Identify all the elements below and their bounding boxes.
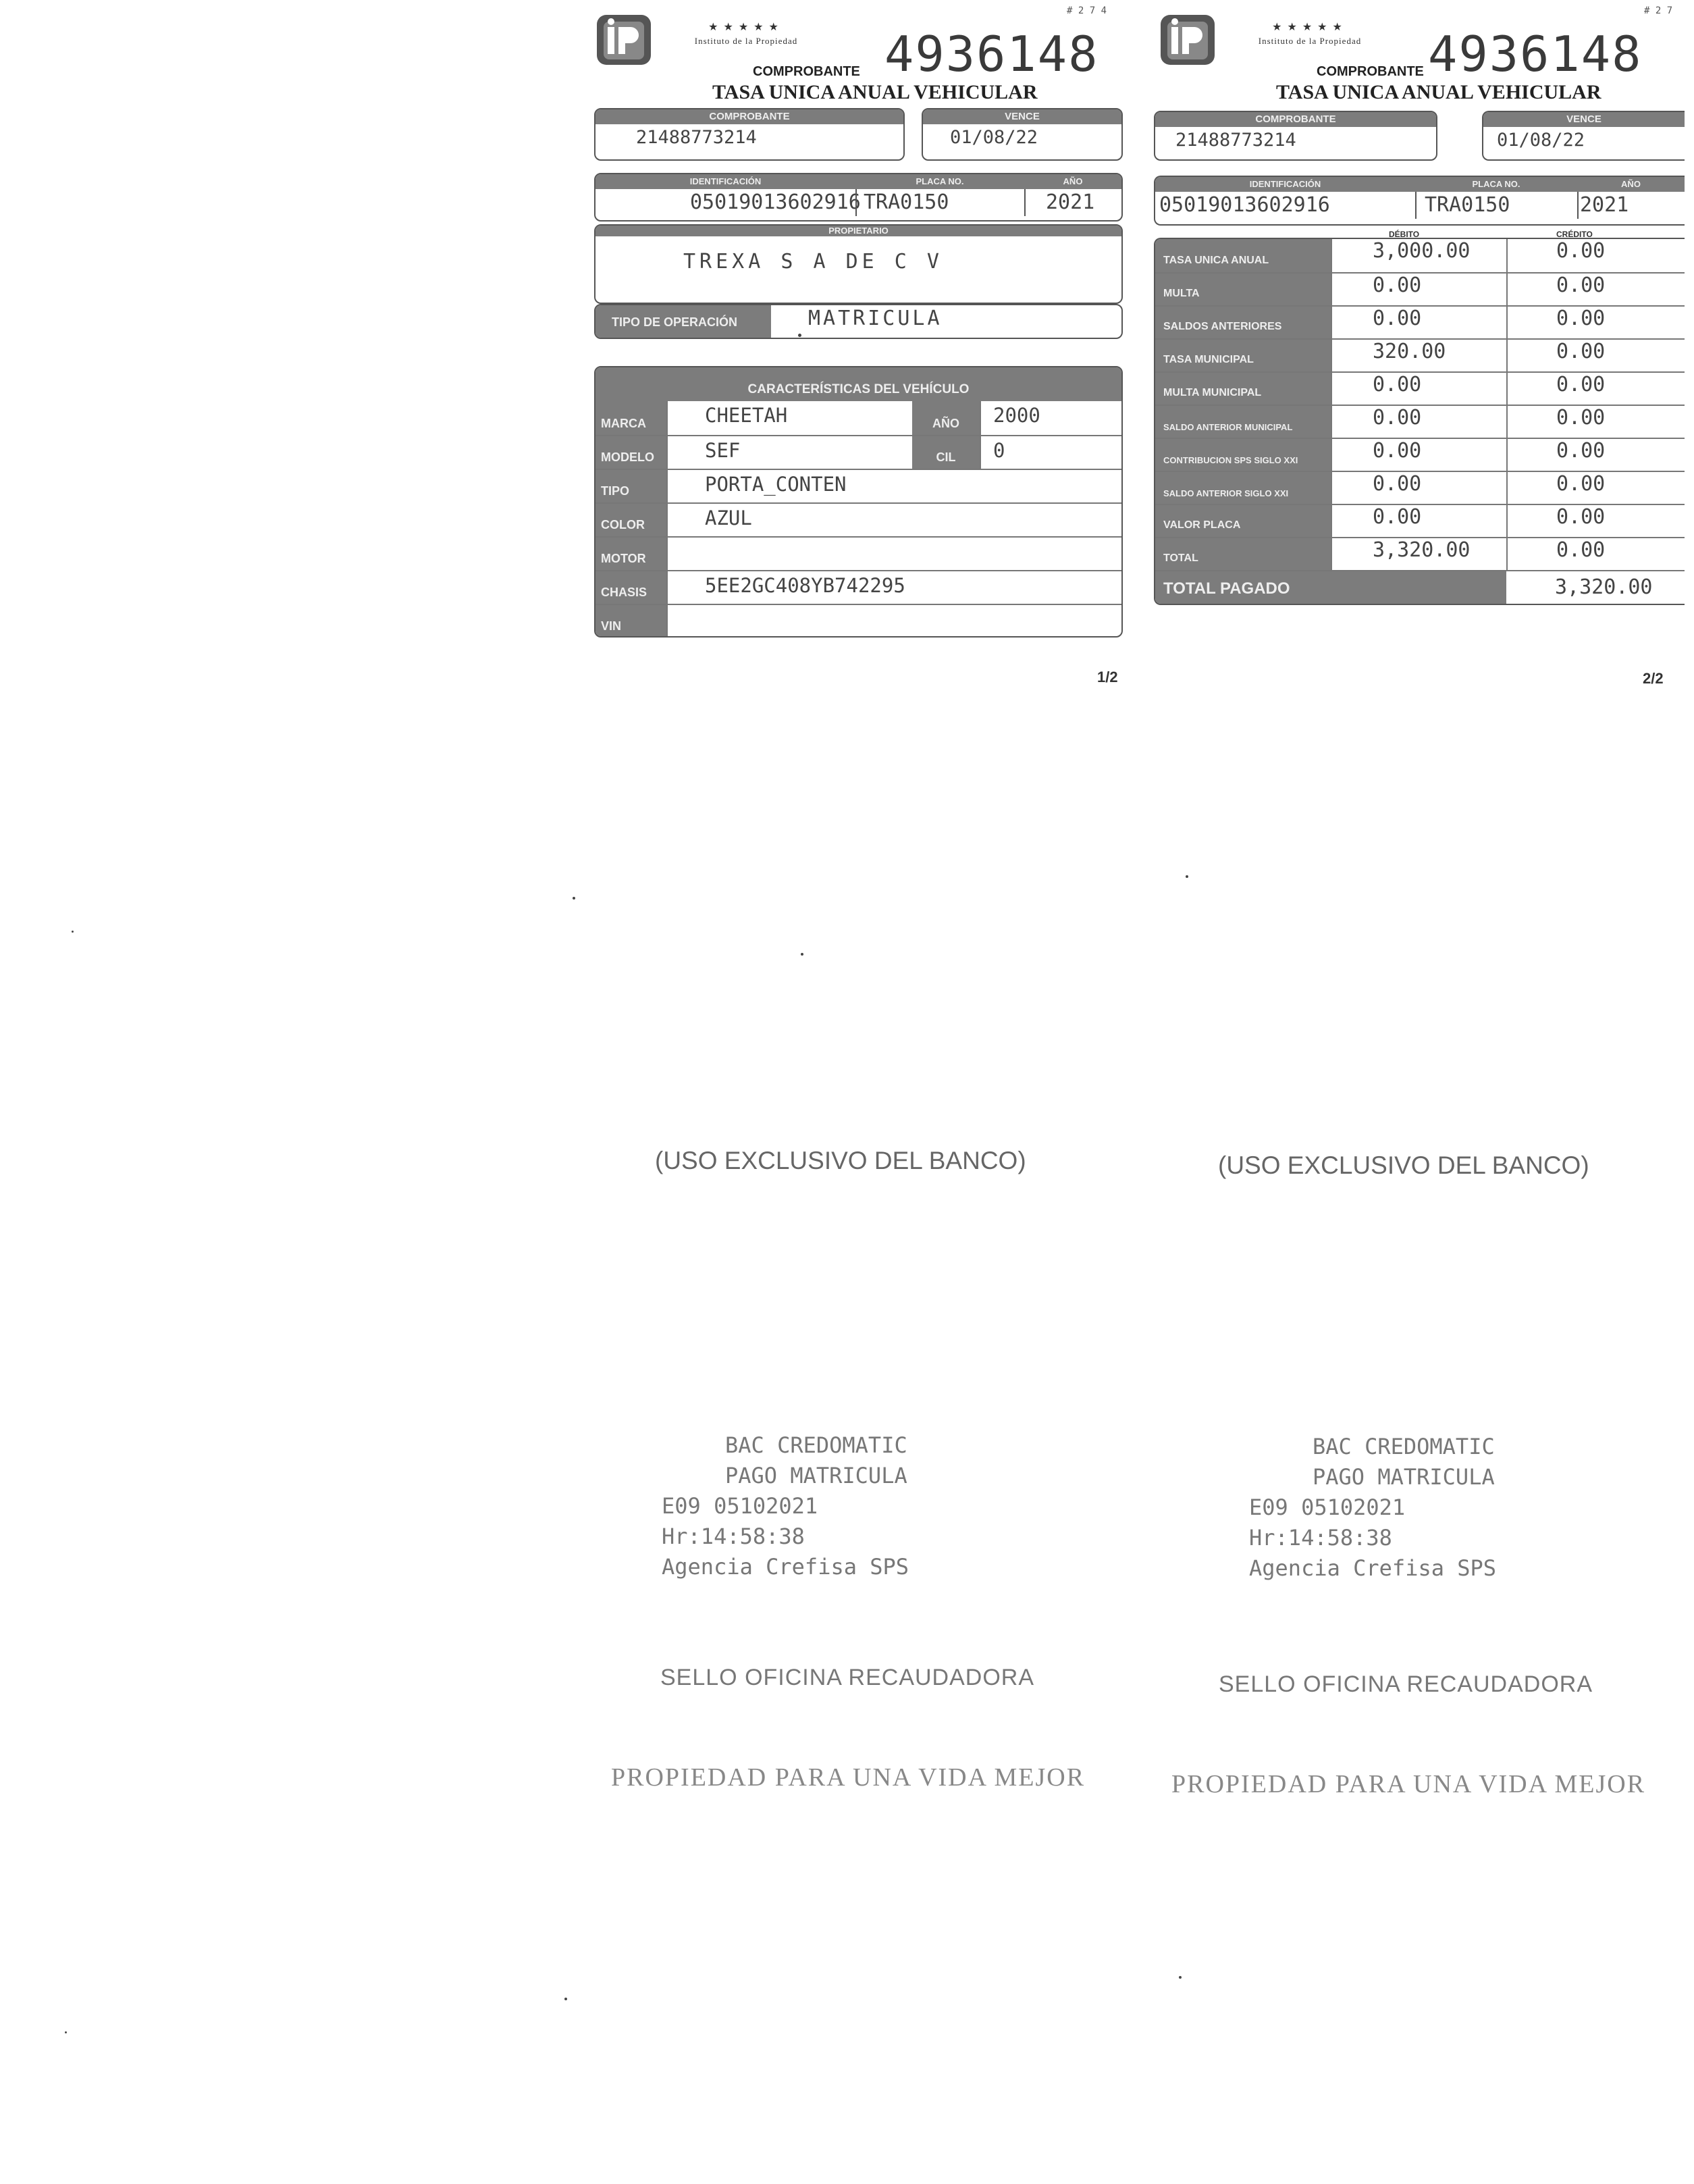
amount-credit: 0.00	[1506, 406, 1685, 438]
identification-box	[1154, 176, 1685, 226]
ident-value: 05019013602916	[690, 190, 861, 214]
color-value: AZUL	[666, 504, 1121, 536]
stamp-line-bank: BAC CREDOMATIC	[1313, 1434, 1495, 1459]
debito-label: DÉBITO	[1389, 230, 1420, 239]
tipo-value: PORTA_CONTEN	[666, 470, 1121, 502]
anio-value: 2021	[1577, 192, 1685, 219]
seal-office-label: SELLO OFICINA RECAUDADORA	[660, 1665, 1035, 1690]
amount-debit: 0.00	[1331, 373, 1506, 405]
scan-speck	[65, 2031, 67, 2033]
comprobante-heading: COMPROBANTE	[1317, 64, 1424, 79]
motor-value	[666, 538, 1121, 570]
amount-credit: 0.00	[1506, 340, 1685, 371]
institution-name: Instituto de la Propiedad	[1258, 36, 1362, 46]
amount-debit: 0.00	[1331, 307, 1506, 338]
receipt-title: TASA UNICA ANUAL VEHICULAR	[1276, 81, 1602, 103]
identification-box	[594, 173, 1123, 222]
institution-block	[675, 20, 817, 47]
vehicle-row-vin	[595, 604, 1121, 638]
color-label: COLOR	[595, 504, 666, 536]
chasis-label: CHASIS	[595, 571, 666, 604]
stamp-line-time: Hr:14:58:38	[1249, 1525, 1392, 1551]
operation-box	[594, 304, 1123, 339]
amount-credit: 0.00	[1506, 307, 1685, 338]
vence-box	[922, 108, 1123, 161]
stamp-line-agency: Agencia Crefisa SPS	[1249, 1555, 1497, 1581]
modelo-value: SEF	[666, 436, 912, 469]
ip-logo	[594, 12, 654, 68]
anio-label: AÑO	[1621, 179, 1641, 189]
bank-use-only: (USO EXCLUSIVO DEL BANCO)	[655, 1147, 1026, 1174]
vin-label: VIN	[595, 605, 666, 638]
scan-speck	[801, 953, 803, 956]
amount-label: TASA UNICA ANUAL	[1155, 239, 1331, 272]
amount-debit: 0.00	[1331, 472, 1506, 504]
amount-row	[1155, 405, 1685, 438]
identification-values	[595, 189, 1121, 216]
scan-speck	[798, 334, 801, 337]
amount-row	[1155, 338, 1685, 371]
placa-value: TRA0150	[855, 189, 1024, 216]
amount-label: TOTAL	[1155, 538, 1331, 570]
amount-row	[1155, 438, 1685, 471]
amount-credit: 0.00	[1506, 505, 1685, 537]
amount-debit: 0.00	[1331, 505, 1506, 537]
amount-credit: 0.00	[1506, 472, 1685, 504]
amount-row	[1155, 272, 1685, 305]
anio-label: AÑO	[1063, 176, 1083, 186]
owner-label: PROPIETARIO	[595, 226, 1121, 236]
stamp-line-date: E09 05102021	[662, 1493, 818, 1519]
vehicle-row-marca	[595, 401, 1121, 435]
page-number: 1/2	[1097, 669, 1118, 685]
receipt-page-1	[587, 0, 1128, 2184]
identification-header	[1155, 177, 1685, 192]
bank-stamp	[1249, 1432, 1496, 1584]
amount-credit: 0.00	[1506, 373, 1685, 405]
bank-stamp	[662, 1430, 909, 1582]
motto: PROPIEDAD PARA UNA VIDA MEJOR	[1171, 1770, 1646, 1798]
vence-label: VENCE	[1483, 112, 1685, 127]
motor-label: MOTOR	[595, 538, 666, 570]
ident-value: 05019013602916	[1159, 193, 1330, 217]
document-number: 4936148	[884, 26, 1099, 82]
vehicle-box	[594, 366, 1123, 638]
ident-label: IDENTIFICACIÓN	[1249, 179, 1321, 189]
vehicle-heading: CARACTERÍSTICAS DEL VEHÍCULO	[595, 367, 1121, 401]
anio-value: 2021	[1024, 189, 1121, 216]
amount-debit: 0.00	[1331, 406, 1506, 438]
stars-icon: ★★★★★	[708, 20, 784, 33]
motto: PROPIEDAD PARA UNA VIDA MEJOR	[611, 1763, 1086, 1792]
stamp-line-time: Hr:14:58:38	[662, 1524, 805, 1549]
amount-row	[1155, 371, 1685, 405]
modelo-label: MODELO	[595, 436, 666, 469]
institution-block	[1239, 20, 1381, 47]
vin-value	[666, 605, 1121, 638]
amount-debit: 0.00	[1331, 274, 1506, 305]
amount-label: MULTA	[1155, 274, 1331, 305]
institution-name: Instituto de la Propiedad	[694, 36, 798, 46]
receipt-page-2	[1151, 0, 1691, 2184]
stamp-line-bank: BAC CREDOMATIC	[725, 1432, 907, 1458]
ip-logo	[1158, 12, 1217, 68]
stamp-line-payment: PAGO MATRICULA	[1313, 1464, 1495, 1490]
amount-row-total	[1155, 537, 1685, 570]
amounts-table	[1154, 238, 1685, 605]
cil-label: CIL	[912, 436, 980, 469]
ident-label: IDENTIFICACIÓN	[689, 176, 762, 186]
vehicle-anio-label: AÑO	[912, 401, 980, 435]
amount-credit: 0.00	[1506, 274, 1685, 305]
amount-label: SALDOS ANTERIORES	[1155, 307, 1331, 338]
amount-label: CONTRIBUCION SPS SIGLO XXI	[1155, 439, 1331, 471]
chasis-value: 5EE2GC408YB742295	[666, 571, 1121, 604]
stamp-line-payment: PAGO MATRICULA	[725, 1463, 907, 1488]
amount-label: TASA MUNICIPAL	[1155, 340, 1331, 371]
placa-label: PLACA NO.	[1472, 179, 1520, 189]
corner-number: # 2 7 4	[1067, 5, 1107, 16]
amount-debit: 3,000.00	[1331, 239, 1506, 272]
scan-speck	[1179, 1976, 1182, 1979]
owner-value: TREXA S A DE C V	[683, 250, 943, 274]
seal-office-label: SELLO OFICINA RECAUDADORA	[1219, 1671, 1593, 1697]
marca-value: CHEETAH	[666, 401, 912, 435]
corner-number: # 2 7	[1644, 5, 1673, 16]
operation-value: MATRICULA	[808, 307, 943, 330]
identification-header	[595, 174, 1121, 189]
vehicle-anio-value: 2000	[980, 401, 1121, 435]
scan-speck	[72, 931, 74, 933]
total-paid-label: TOTAL PAGADO	[1155, 571, 1506, 604]
vence-value: 01/08/22	[1497, 130, 1585, 151]
vehicle-row-color	[595, 502, 1121, 536]
stars-icon: ★★★★★	[1272, 20, 1348, 33]
amount-row	[1155, 239, 1685, 272]
comprobante-box	[594, 108, 905, 161]
stamp-line-agency: Agencia Crefisa SPS	[662, 1554, 909, 1580]
amount-row	[1155, 305, 1685, 338]
bank-use-only: (USO EXCLUSIVO DEL BANCO)	[1218, 1151, 1589, 1179]
comprobante-label: COMPROBANTE	[595, 109, 903, 124]
owner-box	[594, 224, 1123, 304]
scan-speck	[1186, 875, 1188, 878]
vehicle-row-chasis	[595, 570, 1121, 604]
total-paid-value: 3,320.00	[1555, 575, 1653, 599]
receipt-title: TASA UNICA ANUAL VEHICULAR	[712, 81, 1038, 103]
amount-row	[1155, 504, 1685, 537]
amount-debit: 320.00	[1331, 340, 1506, 371]
vehicle-row-motor	[595, 536, 1121, 570]
credito-label: CRÉDITO	[1556, 230, 1593, 239]
amount-debit: 0.00	[1331, 439, 1506, 471]
tipo-label: TIPO	[595, 470, 666, 502]
amount-label: SALDO ANTERIOR MUNICIPAL	[1155, 406, 1331, 438]
amount-label: VALOR PLACA	[1155, 505, 1331, 537]
comprobante-box	[1154, 111, 1437, 161]
placa-value: TRA0150	[1415, 192, 1577, 219]
comprobante-heading: COMPROBANTE	[753, 64, 860, 79]
comprobante-value: 21488773214	[1175, 130, 1296, 151]
cil-value: 0	[980, 436, 1121, 469]
amount-row	[1155, 471, 1685, 504]
placa-label: PLACA NO.	[916, 176, 964, 186]
scan-speck	[564, 1998, 567, 2000]
amount-credit: 0.00	[1506, 439, 1685, 471]
amount-label: MULTA MUNICIPAL	[1155, 373, 1331, 405]
vehicle-row-tipo	[595, 469, 1121, 502]
page-number: 2/2	[1643, 670, 1664, 687]
amount-label: SALDO ANTERIOR SIGLO XXI	[1155, 472, 1331, 504]
amount-credit: 0.00	[1506, 239, 1685, 272]
marca-label: MARCA	[595, 401, 666, 435]
vehicle-row-modelo	[595, 435, 1121, 469]
vence-value: 01/08/22	[950, 127, 1038, 148]
amount-credit: 0.00	[1506, 538, 1685, 570]
document-number: 4936148	[1428, 26, 1643, 82]
stamp-line-date: E09 05102021	[1249, 1494, 1406, 1520]
scan-speck	[573, 897, 575, 900]
operation-label: TIPO DE OPERACIÓN	[595, 305, 771, 338]
total-paid-row	[1155, 570, 1685, 604]
amount-debit: 3,320.00	[1331, 538, 1506, 570]
vence-box	[1482, 111, 1685, 161]
comprobante-label: COMPROBANTE	[1155, 112, 1436, 127]
comprobante-value: 21488773214	[636, 127, 757, 148]
identification-values	[1155, 192, 1685, 219]
vence-label: VENCE	[923, 109, 1121, 124]
